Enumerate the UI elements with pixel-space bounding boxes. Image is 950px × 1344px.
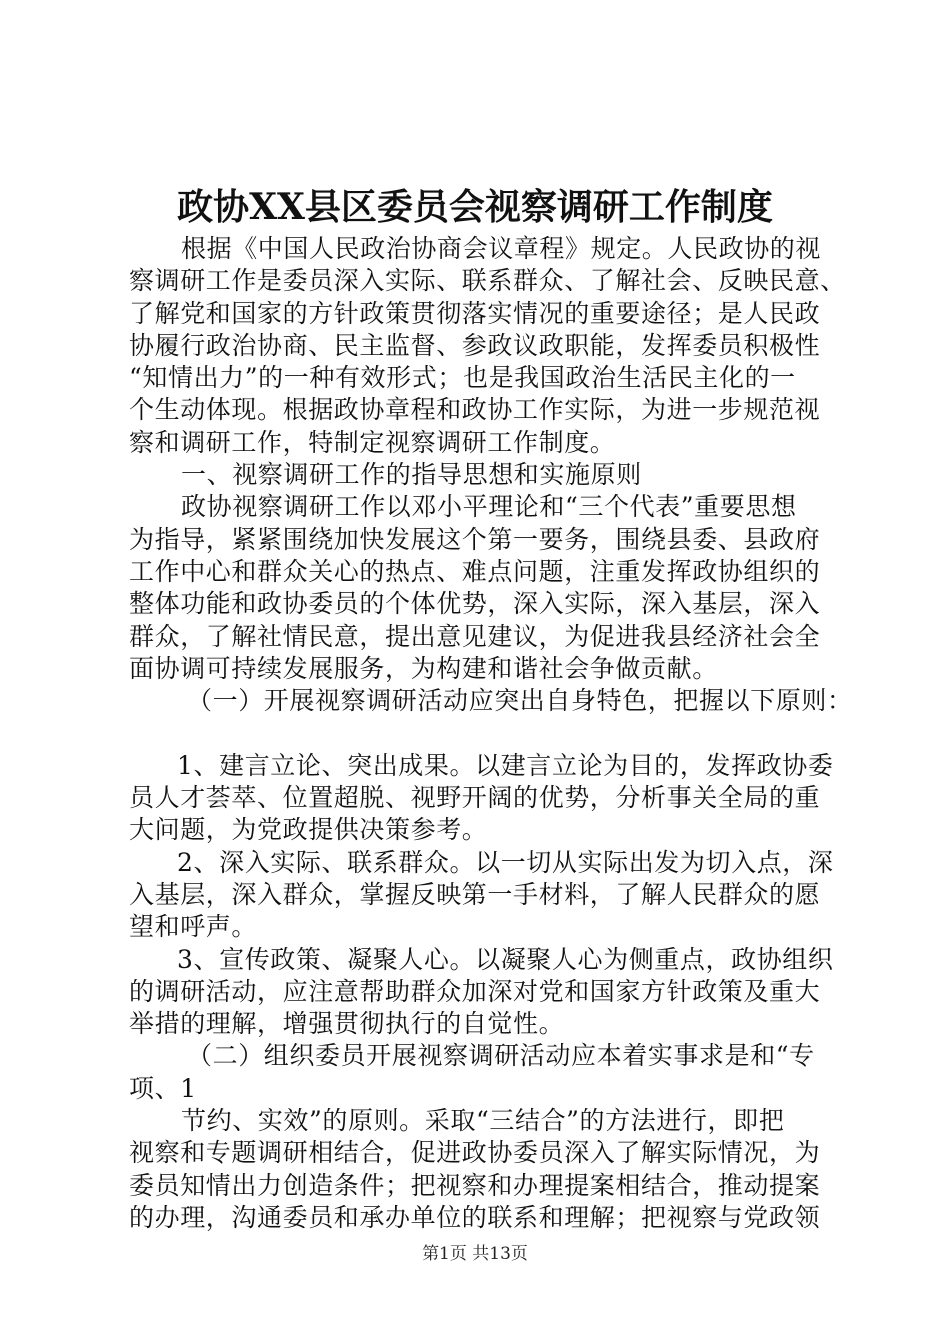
paragraph-line: 员人才荟萃、位置超脱、视野开阔的优势，分析事关全局的重 — [129, 783, 821, 813]
list-item-line: 2、深入实际、联系群众。以一切从实际出发为切入点，深 — [177, 847, 834, 877]
paragraph-line: 大问题，为党政提供决策参考。 — [129, 815, 488, 845]
paragraph-line: 的调研活动，应注意帮助群众加深对党和国家方针政策及重大 — [129, 976, 821, 1006]
blank-line — [129, 717, 834, 749]
paragraph-line: 的办理，沟通委员和承办单位的联系和理解；把视察与党政领 — [129, 1202, 821, 1232]
document-title: 政协XX县区委员会视察调研工作制度 — [177, 186, 773, 228]
paragraph-line: 察和调研工作，特制定视察调研工作制度。 — [129, 427, 616, 457]
list-item-line: 3、宣传政策、凝聚人心。以凝聚人心为侧重点，政协组织 — [177, 944, 834, 974]
list-item-line: 1、建言立论、突出成果。以建言立论为目的，发挥政协委 — [177, 750, 834, 780]
document-body — [129, 233, 853, 1234]
paragraph-line: 望和呼声。 — [129, 912, 258, 942]
subsection-heading: （一）开展视察调研活动应突出自身特色，把握以下原则： — [187, 686, 853, 716]
paragraph-line: 节约、实效”的原则。采取“三结合”的方法进行，即把 — [181, 1106, 785, 1136]
paragraph-line: 整体功能和政协委员的个体优势，深入实际，深入基层，深入 — [129, 589, 821, 619]
paragraph-line: 个生动体现。根据政协章程和政协工作实际，为进一步规范视 — [129, 395, 821, 425]
paragraph-line: 视察和专题调研相结合，促进政协委员深入了解实际情况，为 — [129, 1138, 821, 1168]
paragraph-line: 政协视察调研工作以邓小平理论和“三个代表”重要思想 — [181, 492, 797, 522]
section-heading: 一、视察调研工作的指导思想和实施原则 — [181, 460, 642, 490]
paragraph-line: 项、1 — [129, 1073, 197, 1103]
paragraph-line: 群众，了解社情民意，提出意见建议，为促进我县经济社会全 — [129, 621, 821, 651]
paragraph-line: 面协调可持续发展服务，为构建和谐社会争做贡献。 — [129, 653, 718, 683]
paragraph-line: 了解党和国家的方针政策贯彻落实情况的重要途径；是人民政 — [129, 298, 821, 328]
paragraph-line: 委员知情出力创造条件；把视察和办理提案相结合，推动提案 — [129, 1170, 821, 1200]
paragraph-line: 协履行政治协商、民主监督、参政议政职能，发挥委员积极性 — [129, 330, 821, 360]
paragraph-line: 察调研工作是委员深入实际、联系群众、了解社会、反映民意、 — [129, 266, 846, 296]
paragraph-line: 根据《中国人民政治协商会议章程》规定。人民政协的视 — [181, 234, 822, 263]
subsection-heading: （二）组织委员开展视察调研活动应本着实事求是和“专 — [187, 1041, 815, 1071]
paragraph-line: 入基层，深入群众，掌握反映第一手材料，了解人民群众的愿 — [129, 879, 821, 909]
paragraph-line: 为指导，紧紧围绕加快发展这个第一要务，围绕县委、县政府 — [129, 524, 821, 554]
paragraph-line: “知情出力”的一种有效形式；也是我国政治生活民主化的一 — [129, 363, 796, 393]
paragraph-line: 举措的理解，增强贯彻执行的自觉性。 — [129, 1009, 565, 1039]
page-footer: 第1页 共13页 — [422, 1244, 528, 1264]
paragraph-line: 工作中心和群众关心的热点、难点问题，注重发挥政协组织的 — [129, 556, 821, 586]
